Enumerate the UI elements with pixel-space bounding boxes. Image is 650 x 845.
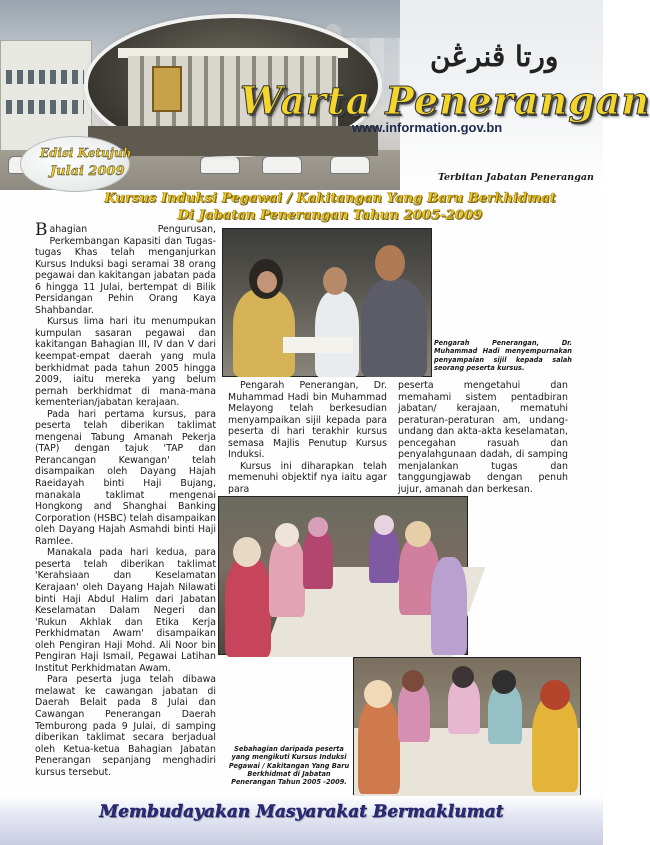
edition-label: Edisi Ketujuh — [40, 146, 132, 160]
website-link[interactable]: www.information.gov.bn — [352, 120, 503, 135]
participants-table-photo — [218, 496, 468, 655]
participants-closeup-photo — [353, 657, 581, 795]
photo-caption: Pengarah Penerangan, Dr. Muhammad Hadi menyempurnakan penyampaian sijil kepada salah seorang peserta kursus. — [434, 339, 572, 372]
paragraph: Manakala pada hari kedua, para peserta telah diberikan taklimat 'Kerahsiaan dan Keselamatan Kerajaan' oleh Dayang Hajah Nilawati binti Haji Abdul Halim dari Jabatan Keselamatan Dalam Negeri dan 'Rukun Akhlak dan Etika Kerja Perkhidmatan Awam' disampaikan oleh Pengiran Haji Mohd. Ali Noor bin Pengiran Haji Ismail, Pegawai Latihan Institut Perkhidmatan Awam. — [35, 547, 216, 674]
article-column-right — [398, 380, 568, 495]
headline-line-2: Di Jabatan Penerangan Tahun 2005-2009 — [177, 208, 483, 223]
photo-caption: Sebahagian daripada peserta yang mengikuti Kursus Induksi Pegawai / Kakitangan Yang Baru Berkhidmat di Jabatan Penerangan Tahun 2005 -2009. — [228, 745, 350, 787]
newsletter-title: Warta Penerangan — [240, 78, 650, 123]
masthead — [0, 0, 650, 190]
footer-slogan: Membudayakan Masyarakat Bermaklumat — [99, 802, 504, 822]
paragraph: Pengarah Penerangan, Dr. Muhammad Hadi bin Muhammad Melayong telah berkesudian menyampaikan sijil kepada para peserta di hari terakhir kursus semasa Majlis Penutup Kursus Induksi. — [228, 380, 387, 461]
article-column-left — [35, 220, 216, 778]
paragraph: Kursus ini diharapkan telah memenuhi objektif nya iaitu agar para — [228, 460, 387, 495]
article-headline — [60, 190, 600, 224]
headline-line-1: Kursus Induksi Pegawai / Kakitangan Yang Baru Berkhidmat — [104, 191, 556, 206]
paragraph: Pada hari pertama kursus, para peserta telah diberikan taklimat mengenai Tabung Amanah Pekerja (TAP) dengan tajuk 'TAP dan Perancangan Kewangan' telah disampaikan oleh Dayang Hajah Raeidayah binti Haji Bujang, manakala taklimat mengenai Hongkong and Shanghai Banking Corporation (HSBC) telah disampaikan oleh Dayang Hajah Asmahdi binti Haji Ramlee. — [35, 408, 216, 547]
jawi-title: ورتا ڤنرڠن — [430, 40, 559, 73]
paragraph: Kursus lima hari itu menumpukan kumpulan sasaran pegawai dan kakitangan Bahagian III, IV dan V dari keempat-empat daerah yang mula berkhidmat pada tahun 2005 hingga 2009, iaitu mereka yang belum pernah berkhidmat di mana-mana kementerian/jabatan kerajaan. — [35, 316, 216, 409]
certificate-presentation-photo — [222, 228, 432, 377]
paragraph: peserta mengetahui dan memahami sistem pentadbiran jabatan/ kerajaan, mematuhi peraturan-peraturan am, undang-undang dan akta-akta keselamatan, pencegahan rasuah dan penyalahgunaan dadah, di samping menjalankan tugas dan tanggungjawab dengan penuh jujur, amanah dan berkesan. — [398, 380, 568, 495]
publisher-line: Terbitan Jabatan Penerangan — [438, 172, 594, 183]
edition-date: Julai 2009 — [50, 164, 125, 179]
paragraph: Bahagian Pengurusan, Perkembangan Kapasiti dan Tugas-tugas Khas telah menganjurkan Kursus Induksi bagi seramai 38 orang pegawai dan kakitangan jabatan pada 6 hingga 11 Julai, bertempat di Bilik Persidangan Pehin Orang Kaya Shahbandar. — [35, 220, 216, 316]
paragraph: Para peserta juga telah dibawa melawat ke cawangan jabatan di Daerah Belait pada 8 Julai dan Cawangan Penerangan Daerah Temburong pada 9 Julai, di samping diberikan taklimat secara berjadual oleh Ketua-ketua Bahagian Jabatan Penerangan sepanjang menghadiri kursus tersebut. — [35, 674, 216, 778]
article-column-middle — [228, 380, 387, 495]
